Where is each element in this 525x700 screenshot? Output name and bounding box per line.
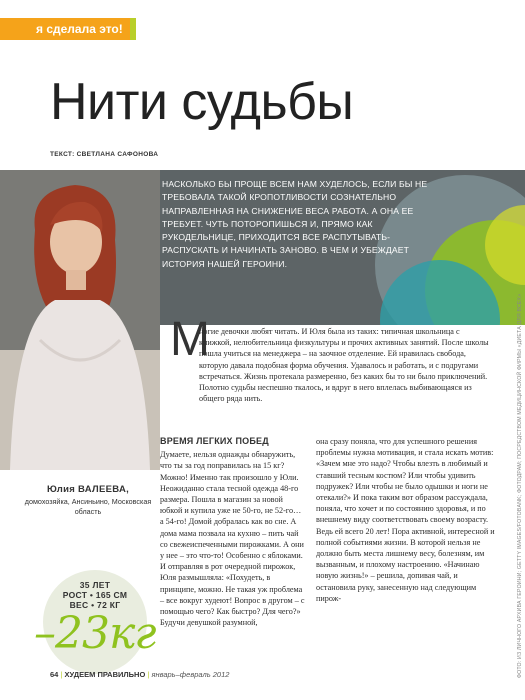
article-author: ТЕКСТ: СВЕТЛАНА САФОНОВА — [50, 151, 159, 158]
section-tag: я сделала это! — [0, 18, 130, 40]
lead-paragraph: НАСКОЛЬКО БЫ ПРОЩЕ ВСЕМ НАМ ХУДЕЛОСЬ, ЕСЛИ БЫ НЕ ТРЕБОВАЛА ТАКОЙ КРОПОТЛИВОСТИ СОЗНАТЕЛЬНО НАПРАВЛЕННАЯ НА СНИЖЕНИЕ ВЕСА РАБОТА. А ОНА ЕЕ ТРЕБУЕТ. ЧУТЬ ПОТОРОПИШЬСЯ И, ПРЯМО КАК РУКОДЕЛЬНИЦЕ, ПРИХОДИТСЯ ВСЕ РАСПУТЫВАТЬ-РАСПУСКАТЬ И НАЧИНАТЬ ЗАНОВО. В ЧЕМ И УБЕЖДАЕТ ИСТОРИЯ НАШЕЙ ГЕРОИНИ. — [162, 179, 428, 269]
stat-height: РОСТ • 165 СМ — [62, 590, 128, 600]
photo-credit: ФОТО: ИЗ ЛИЧНОГО АРХИВА ГЕРОИНИ; GETTY IMAGES/FOTOBANK; ФОТОДРАМ; ПОСРЕДСТВОМ МЕДИЦИНСКОЙ ФИРМЫ «ДИЕТА ДЛЯ ВСЕХ» — [517, 293, 523, 678]
column-1-text: Думаете, нельзя однажды обнаружить, что ты за год поправилась на 15 кг? Можно! Именно так произошло у Юли. Неожиданно стала тесной одежда 48-го размера. Пошла в магазин за новой юбкой и купила уже не 50-го, не 52-го… а 54-го! Домой добралась как во сне. А дома мама позвала на кухню – пить чай со свежеиспеченными пирожками. А они у нее – это что-то! Особенно с яблоками. И отправляя в рот очередной пирожок, Юля размышляла: «Похудеть, в принципе, можно. Не такая уж проблема – все вокруг худеют! Вопрос в другом – с помощью чего? Как быстро? Для чего?» Будучи девушкой разумной, — [160, 450, 305, 628]
column-2-text: она сразу поняла, что для успешного решения проблемы нужна мотивация, и стала искать мотив: «Зачем мне это надо? Чтобы влезть в любимый и ставший тесным костюм? Или чтобы удивить подружек? Или чтобы не было одышки и ноги не отекали?» И пока таким вот образом рассуждала, поняла, что хочет и по состоянию здоровья, и по внешнему виду соответствовать своему возрасту. Ведь ей всего 20 лет! Пора активной, интересной и полной событиями жизни. В которой нельзя не должно быть места лишнему весу, болезням, им вызванным, и плохому настроению. «Начинаю новую жизнь!» – решила, допивая чай, и остановила руку, занесенную над следующим пирож- — [316, 437, 495, 603]
body-column-1 — [160, 436, 305, 628]
body-column-2 — [316, 436, 498, 604]
magazine-name: ХУДЕЕМ ПРАВИЛЬНО — [64, 670, 146, 679]
profile-name: Юлия ВАЛЕЕВА, — [46, 484, 130, 495]
issue-date: январь–февраль 2012 — [151, 670, 230, 679]
stat-age: 35 ЛЕТ — [79, 580, 111, 590]
footer-separator: | — [60, 670, 65, 679]
article-title: Нити судьбы — [50, 73, 354, 131]
profile-caption — [18, 484, 158, 516]
stat-weight: ВЕС • 72 КГ — [69, 600, 121, 610]
profile-stats — [40, 580, 150, 610]
page-footer — [50, 670, 229, 679]
subheading: ВРЕМЯ ЛЕГКИХ ПОБЕД — [160, 436, 269, 446]
drop-cap: М — [170, 313, 210, 366]
profile-description: домохозяйка, Ансиньино, Московская область — [24, 497, 152, 516]
heroine-photo — [0, 170, 160, 470]
weight-loss: –23кг — [34, 608, 156, 659]
intro-paragraph: ногие девочки любят читать. И Юля была из таких: типичная школьница с книжкой, нелюбительница физкультуры и прочих активных занятий. После школы пошла учиться на менеджера – на заочное отделение. Ей нравилась свобода, которую давала подобная форма обучения. Удавалось и работать, и с подругами встречаться. Жизнь протекала размеренно, без каких бы то ни было приключений. Полотно судьбы неспешно ткалось, и вдруг в него вплелась выбивающаяся из общего ряда нить. — [199, 327, 489, 404]
section-tag-stripe — [130, 18, 136, 40]
footer-separator-2: | — [147, 670, 152, 679]
page-number: 64 — [50, 670, 59, 679]
